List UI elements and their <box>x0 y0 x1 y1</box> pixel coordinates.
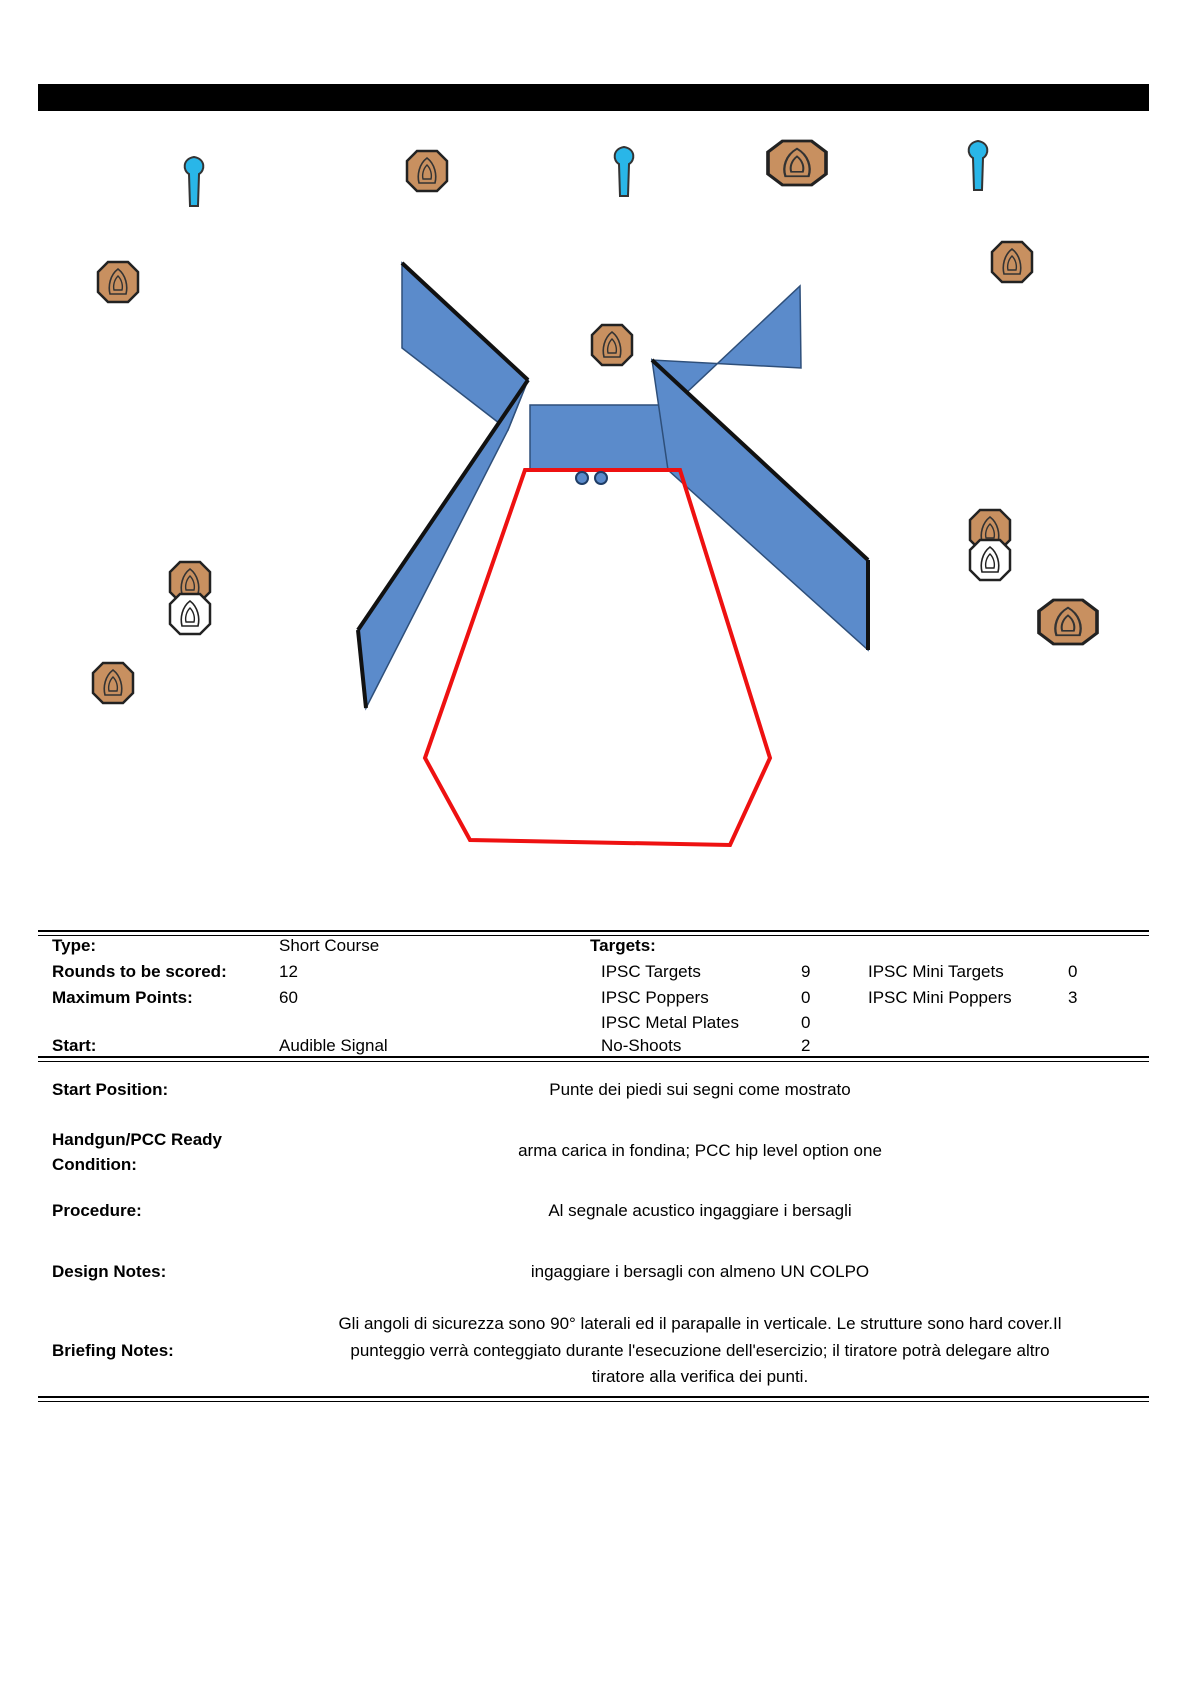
mini-poppers-label: IPSC Mini Poppers <box>868 988 1012 1007</box>
paper-target-icon <box>768 141 826 185</box>
no-shoots-value: 2 <box>801 1036 811 1055</box>
briefing-line-1: Gli angoli di sicurezza sono 90° laterali ed il parapalle in verticale. Le strutture sono hard cover.Il <box>338 1314 1062 1333</box>
mini-popper-icon <box>185 157 204 206</box>
start-value: Audible Signal <box>279 1036 388 1055</box>
wall-center <box>530 405 668 470</box>
ready-condition-label-line1: Handgun/PCC Ready <box>52 1130 223 1149</box>
design-notes-value: ingaggiare i bersagli con almeno UN COLPO <box>530 1262 870 1281</box>
briefing-line-3: tiratore alla verifica dei punti. <box>591 1367 809 1386</box>
mini-popper-icon <box>615 147 634 196</box>
mini-targets-value: 0 <box>1068 962 1078 981</box>
ipsc-poppers-label: IPSC Poppers <box>601 988 709 1007</box>
start-foot-marks <box>576 472 607 484</box>
ready-condition-value: arma carica in fondina; PCC hip level option one <box>518 1141 882 1160</box>
metal-plates-label: IPSC Metal Plates <box>601 1013 739 1032</box>
metal-plates-value: 0 <box>801 1013 811 1032</box>
type-label: Type: <box>52 936 97 955</box>
paper-target-icon <box>992 242 1032 282</box>
start-label: Start: <box>52 1036 97 1055</box>
start-position-value: Punte dei piedi sui segni come mostrato <box>549 1080 851 1099</box>
no-shoot-icon <box>970 540 1010 580</box>
table-mid-rule <box>38 1056 1149 1062</box>
briefing-notes-label: Briefing Notes: <box>52 1341 174 1360</box>
mini-popper-icon <box>969 141 988 190</box>
mini-poppers-value: 3 <box>1068 988 1078 1007</box>
design-notes-label: Design Notes: <box>52 1262 167 1281</box>
no-shoots-label: No-Shoots <box>601 1036 682 1055</box>
wall-left-lower <box>358 380 528 708</box>
start-position-label: Start Position: <box>52 1080 169 1099</box>
table-bottom-rule <box>38 1396 1149 1402</box>
procedure-label: Procedure: <box>52 1201 142 1220</box>
briefing-line-2: punteggio verrà conteggiato durante l'esecuzione dell'esercizio; il tiratore potrà delegare altro <box>350 1341 1050 1360</box>
ipsc-targets-value: 9 <box>801 962 811 981</box>
paper-target-icon <box>98 262 138 302</box>
no-shoot-icon <box>170 594 210 634</box>
rounds-label: Rounds to be scored: <box>52 962 227 981</box>
type-value: Short Course <box>279 936 380 955</box>
wall-right-lower <box>652 360 868 650</box>
max-points-label: Maximum Points: <box>52 988 193 1007</box>
fault-line-area <box>425 470 770 845</box>
paper-target-icon <box>93 663 133 703</box>
ipsc-targets-label: IPSC Targets <box>601 962 701 981</box>
targets-label: Targets: <box>590 936 656 955</box>
procedure-value: Al segnale acustico ingaggiare i bersagli <box>548 1201 852 1220</box>
paper-target-icon <box>407 151 447 191</box>
max-points-value: 60 <box>279 988 298 1007</box>
ready-condition-label-line2: Condition: <box>52 1155 137 1174</box>
mini-targets-label: IPSC Mini Targets <box>868 962 1004 981</box>
ipsc-poppers-value: 0 <box>801 988 811 1007</box>
paper-target-icon <box>592 325 632 365</box>
paper-target-icon <box>1039 600 1097 644</box>
rounds-value: 12 <box>279 962 298 981</box>
